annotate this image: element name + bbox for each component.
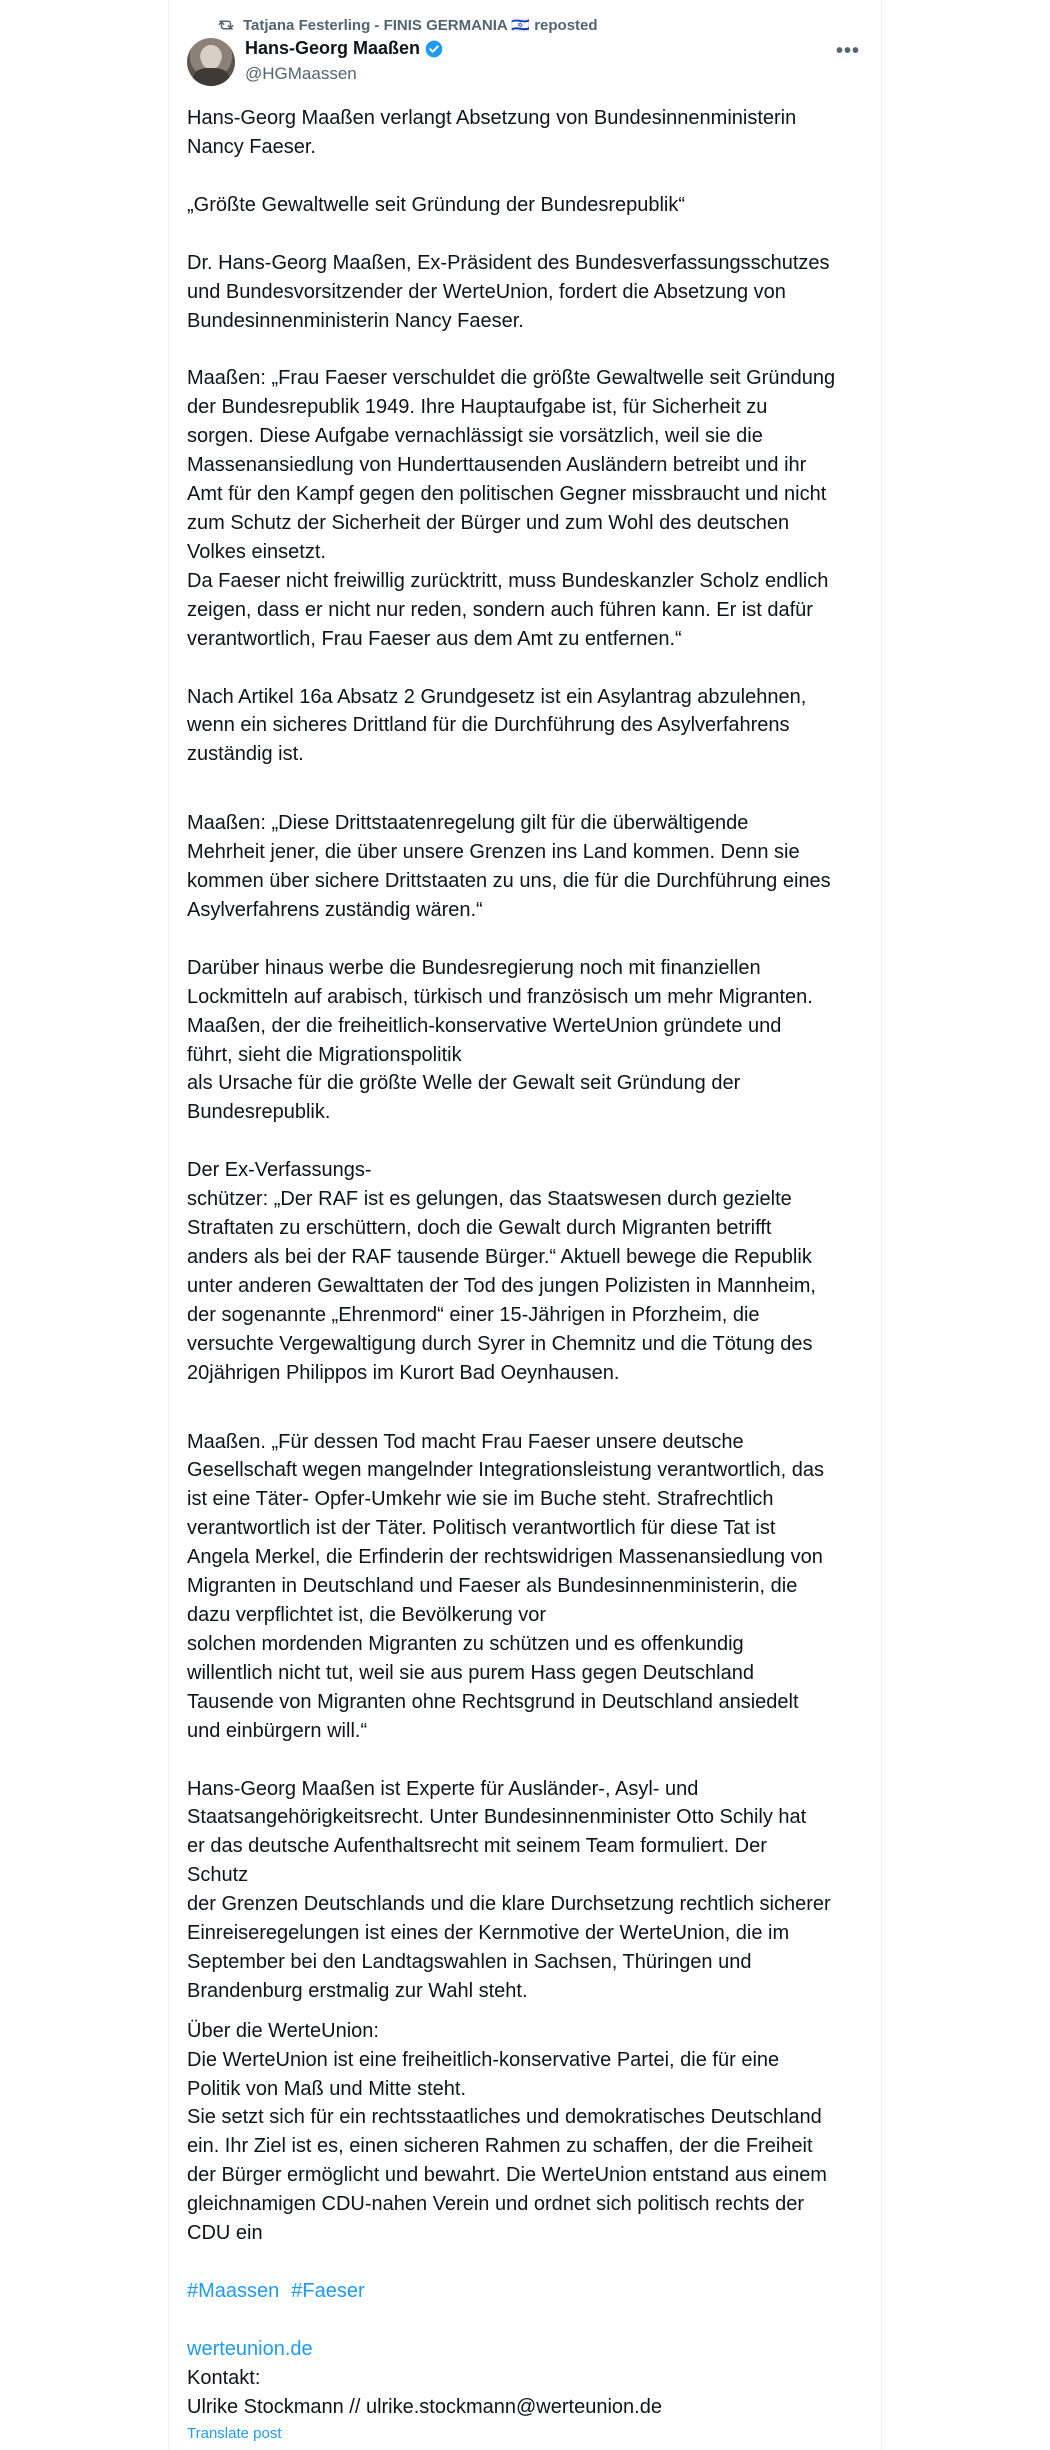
post-paragraph: Maaßen: „Diese Drittstaatenregelung gilt für die überwältigende Mehrheit jener, die über unsere Grenzen ins Land kommen. Denn sie kommen über sichere Drittstaaten zu uns, die für die Durchführung eines Asylverfahrens zuständig wären.“ bbox=[187, 812, 831, 921]
author-name[interactable]: Hans-Georg Maaßen bbox=[245, 38, 421, 58]
post-paragraph: Hans-Georg Maaßen verlangt Absetzung von Bundesinnenministerin Nancy Faeser. bbox=[187, 107, 797, 158]
translate-post-link[interactable]: Translate post bbox=[187, 2424, 282, 2442]
contact-label: Kontakt: bbox=[187, 2366, 261, 2389]
post-paragraph: Darüber hinaus werbe die Bundesregierung noch mit finanziellen Lockmitteln auf arabisch, türkisch und französisch um mehr Migranten. Maaßen, der die freiheitlich-konservative WerteUnion gründete und führt, sieht die Migrationspolitik als Ursache für die größte Welle der Gewalt seit Gründung der Bundesrepublik. bbox=[187, 956, 813, 1124]
post-card bbox=[168, 0, 882, 2450]
post-paragraph: „Größte Gewaltwelle seit Gründung der Bundesrepublik“ bbox=[187, 193, 686, 216]
post-paragraph: Maaßen: „Frau Faeser verschuldet die größte Gewaltwelle seit Gründung der Bundesrepublik 1949. Ihre Hauptaufgabe ist, für Sicherheit zu sorgen. Diese Aufgabe vernachlässigt sie vorsätzlich, weil sie die Massenansiedlung von Hunderttausenden Ausländern betreibt und ihr Amt für den Kampf gegen den politischen Gegner missbraucht und nicht zum Schutz der Sicherheit der Bürger und zum Wohl des deutschen Volkes einsetzt. Da Faeser nicht freiwillig zurücktritt, muss Bundeskanzler Scholz endlich zeigen, dass er nicht nur reden, sondern auch führen kann. Er ist dafür verantwortlich, Frau Faeser aus dem Amt zu entfernen.“ bbox=[187, 367, 836, 650]
repost-indicator[interactable] bbox=[217, 14, 598, 36]
author-name-row[interactable] bbox=[245, 38, 444, 59]
contact-info: Ulrike Stockmann // ulrike.stockmann@werteunion.de bbox=[187, 2395, 662, 2418]
post-paragraph: Über die WerteUnion: Die WerteUnion ist eine freiheitlich-konservative Partei, die für eine Politik von Maß und Mitte steht. Sie setzt sich für ein rechtsstaatliches und demokratisches Deutschland ein. Ihr Ziel ist es, einen sicheren Rahmen zu schaffen, der die Freiheit der Bürger ermöglicht und bewahrt. Die WerteUnion entstand aus einem gleichnamigen CDU-nahen Verein und ordnet sich politisch rechts der CDU ein bbox=[187, 2019, 827, 2245]
repost-icon bbox=[217, 16, 235, 34]
post-paragraph: Maaßen. „Für dessen Tod macht Frau Faeser unsere deutsche Gesellschaft wegen mangelnder Integrationsleistung verantwortlich, das ist eine Täter- Opfer-Umkehr wie sie im Buche steht. Strafrechtlich verantwortlich ist der Täter. Politisch verantwortlich für diese Tat ist Angela Merkel, die Erfinderin der rechtswidrigen Massenansiedlung von Migranten in Deutschland und Faeser als Bundesinnenministerin, die dazu verpflichtet ist, die Bevölkerung vor solchen mordenden Migranten zu schützen und es offenkundig willentlich nicht tut, weil sie aus purem Hass gegen Deutschland Tausende von Migranten ohne Rechtsgrund in Deutschland ansiedelt und einbürgern will.“ bbox=[187, 1430, 825, 1742]
author-handle[interactable]: @HGMaassen bbox=[245, 64, 357, 83]
post-body bbox=[187, 104, 877, 2444]
post-paragraph: Nach Artikel 16a Absatz 2 Grundgesetz ist ein Asylantrag abzulehnen, wenn ein sicheres Drittland für die Durchführung des Asylverfahrens zuständig ist. bbox=[187, 685, 807, 766]
post-paragraph: Dr. Hans-Georg Maaßen, Ex-Präsident des Bundesverfassungsschutzes und Bundesvorsitzender der WerteUnion, fordert die Absetzung von Bundesinnenministerin Nancy Faeser. bbox=[187, 251, 830, 332]
hashtag-maassen[interactable]: #Maassen bbox=[187, 2280, 280, 2302]
hashtag-row bbox=[187, 2277, 877, 2306]
more-options-button[interactable] bbox=[833, 36, 863, 66]
post-paragraph: Der Ex-Verfassungs- schützer: „Der RAF ist es gelungen, das Staatswesen durch gezielte Straftaten zu erschüttern, doch die Gewalt durch Migranten betrifft anders als bei der RAF tausende Bürger.“ Aktuell bewege die Republik unter anderen Gewalttaten der Tod des jungen Polizisten in Mannheim, der sogenannte „Ehrenmord“ einer 15-Jährigen in Pforzheim, die versuchte Vergewaltigung durch Syrer in Chemnitz und die Tötung des 20jährigen Philippos im Kurort Bad Oeynhausen. bbox=[187, 1159, 816, 1384]
website-link[interactable]: werteunion.de bbox=[187, 2337, 313, 2360]
avatar[interactable] bbox=[187, 38, 235, 86]
repost-text: Tatjana Festerling - FINIS GERMANIA 🇮🇱 reposted bbox=[243, 17, 598, 34]
hashtag-faeser[interactable]: #Faeser bbox=[291, 2280, 365, 2302]
verified-badge-icon bbox=[424, 39, 444, 59]
post-paragraph: Hans-Georg Maaßen ist Experte für Ausländer-, Asyl- und Staatsangehörigkeitsrecht. Unter Bundesinnenminister Otto Schily hat er das deutsche Aufenthaltsrecht mit seinem Team formuliert. Der Schutz der Grenzen Deutschlands und die klare Durchsetzung rechtlich sicherer Einreiseregelungen ist eines der Kernmotive der WerteUnion, die im September bei den Landtagswahlen in Sachsen, Thüringen und Brandenburg erstmalig zur Wahl steht. bbox=[187, 1777, 831, 2002]
more-icon: ••• bbox=[835, 39, 860, 62]
